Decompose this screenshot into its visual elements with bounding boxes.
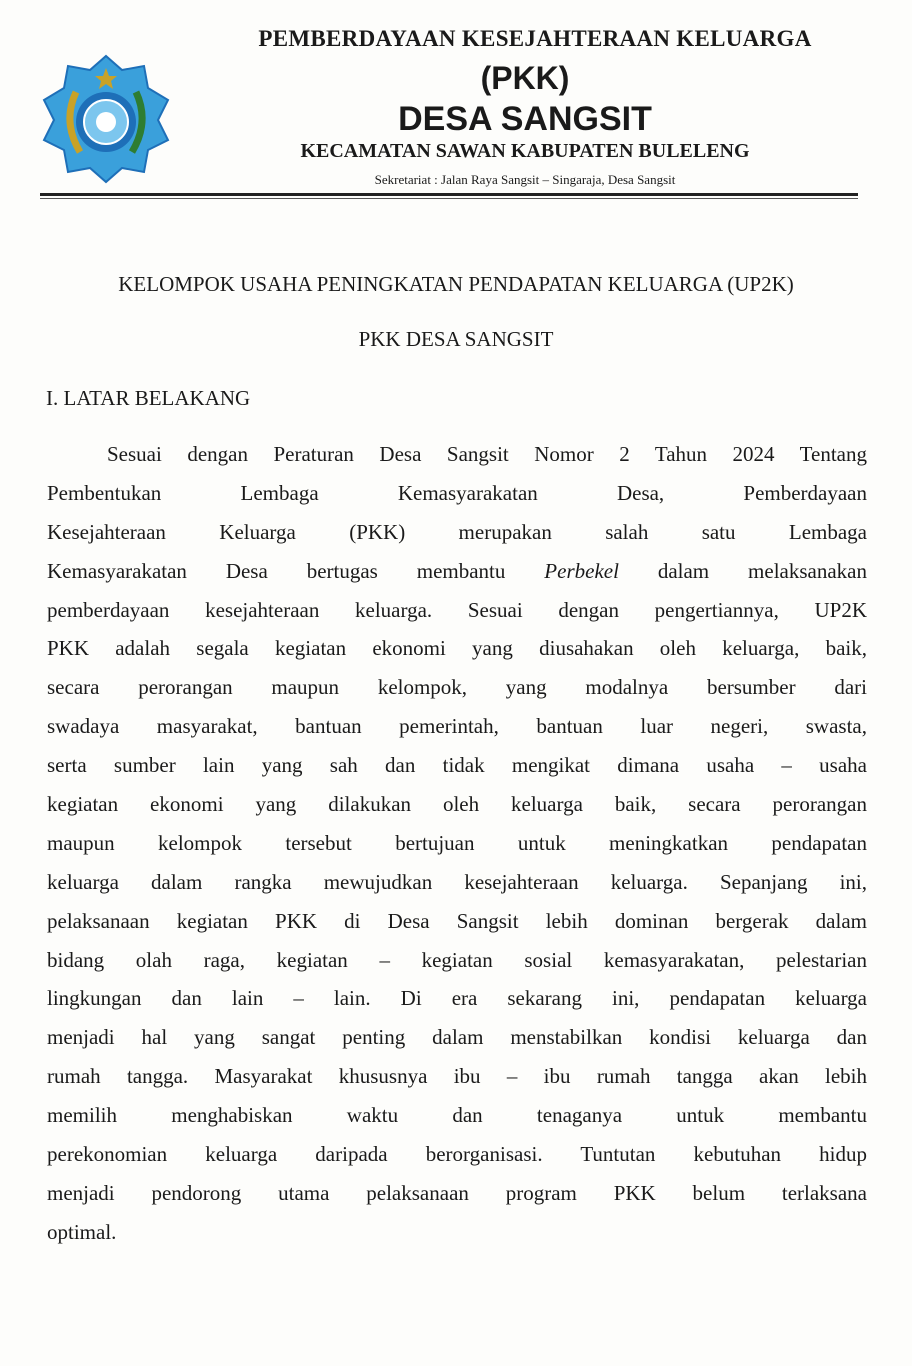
line-text: Kemasyarakatan Desa bertugas membantu bbox=[47, 558, 545, 583]
district-name: KECAMATAN SAWAN KABUPATEN BULELENG bbox=[300, 140, 750, 162]
letterhead-divider bbox=[40, 193, 858, 196]
paragraph-line: menjadi pendorong utama pelaksanaan program PKK belum terlaksana bbox=[47, 1180, 867, 1205]
org-abbreviation: (PKK) bbox=[480, 60, 570, 96]
paragraph-line: Kesejahteraan Keluarga (PKK) merupakan salah satu Lembaga bbox=[47, 519, 867, 544]
secretariat-address: Sekretariat : Jalan Raya Sangsit – Singaraja, Desa Sangsit bbox=[374, 172, 676, 187]
paragraph-line: memilih menghabiskan waktu dan tenaganya untuk membantu bbox=[47, 1103, 867, 1128]
document-title: KELOMPOK USAHA PENINGKATAN PENDAPATAN KELUARGA (UP2K) bbox=[118, 272, 794, 296]
paragraph-line: optimal. bbox=[47, 1219, 117, 1244]
paragraph-line: pelaksanaan kegiatan PKK di Desa Sangsit lebih dominan bergerak dalam bbox=[47, 908, 867, 933]
paragraph-line: perekonomian keluarga daripada berorganisasi. Tuntutan kebutuhan hidup bbox=[47, 1142, 867, 1167]
paragraph-line: Pembentukan Lembaga Kemasyarakatan Desa, Pemberdayaan bbox=[47, 480, 867, 505]
paragraph-line: lingkungan dan lain – lain. Di era sekarang ini, pendapatan keluarga bbox=[47, 986, 867, 1011]
paragraph-line: rumah tangga. Masyarakat khususnya ibu – ibu rumah tangga akan lebih bbox=[47, 1064, 867, 1089]
paragraph-line bbox=[47, 552, 867, 591]
org-name: PEMBERDAYAAN KESEJAHTERAAN KELUARGA bbox=[258, 26, 812, 51]
paragraph-line: PKK adalah segala kegiatan ekonomi yang diusahakan oleh keluarga, baik, bbox=[47, 636, 867, 661]
italic-term: Perbekel bbox=[544, 558, 619, 583]
paragraph-line: keluarga dalam rangka mewujudkan kesejahteraan keluarga. Sepanjang ini, bbox=[47, 869, 867, 894]
pkk-logo bbox=[40, 52, 172, 184]
line-text: dalam melaksanakan bbox=[618, 558, 867, 583]
paragraph-line: secara perorangan maupun kelompok, yang modalnya bersumber dari bbox=[47, 675, 867, 700]
paragraph-line: menjadi hal yang sangat penting dalam menstabilkan kondisi keluarga dan bbox=[47, 1025, 867, 1050]
paragraph-line: kegiatan ekonomi yang dilakukan oleh keluarga baik, secara perorangan bbox=[47, 792, 867, 817]
village-name: DESA SANGSIT bbox=[398, 100, 652, 138]
background-paragraph bbox=[47, 435, 867, 1252]
paragraph-line: bidang olah raga, kegiatan – kegiatan sosial kemasyarakatan, pelestarian bbox=[47, 947, 867, 972]
paragraph-line: pemberdayaan kesejahteraan keluarga. Sesuai dengan pengertiannya, UP2K bbox=[47, 597, 867, 622]
paragraph-line: maupun kelompok tersebut bertujuan untuk meningkatkan pendapatan bbox=[47, 830, 867, 855]
document-subtitle: PKK DESA SANGSIT bbox=[358, 327, 554, 351]
section-heading: I. LATAR BELAKANG bbox=[46, 386, 251, 410]
letterhead-divider-thin bbox=[40, 198, 858, 199]
paragraph-line: Sesuai dengan Peraturan Desa Sangsit Nomor 2 Tahun 2024 Tentang bbox=[107, 442, 867, 466]
paragraph-line: serta sumber lain yang sah dan tidak mengikat dimana usaha – usaha bbox=[47, 753, 867, 778]
paragraph-line: swadaya masyarakat, bantuan pemerintah, bantuan luar negeri, swasta, bbox=[47, 714, 867, 739]
